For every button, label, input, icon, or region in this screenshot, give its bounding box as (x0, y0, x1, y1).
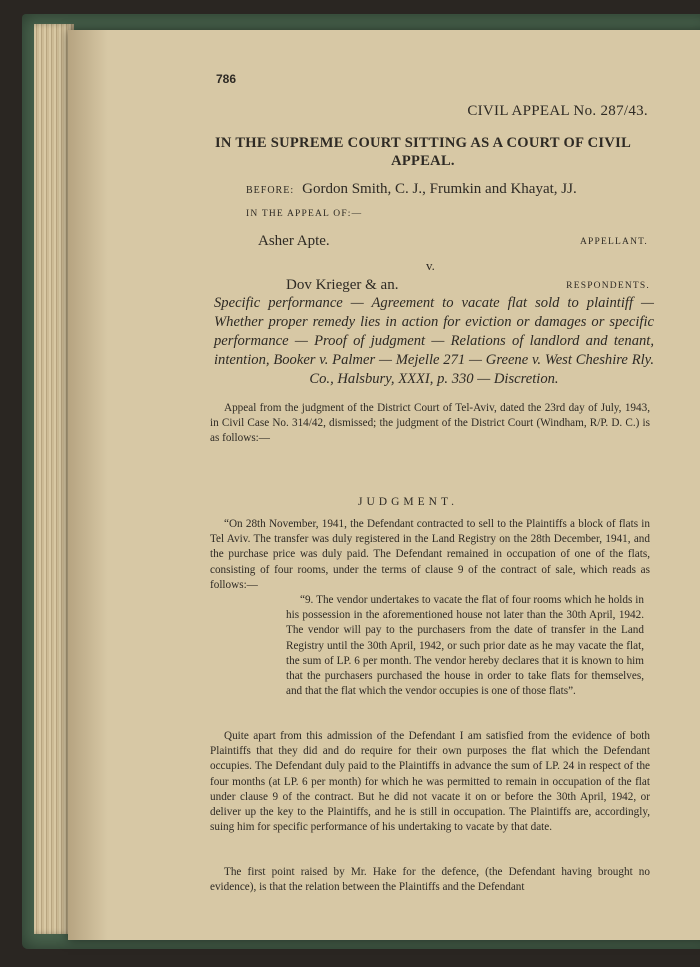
case-number: CIVIL APPEAL No. 287/43. (467, 103, 648, 119)
judgment-heading: JUDGMENT. (358, 496, 458, 508)
appeal-of-label: IN THE APPEAL OF:— (246, 209, 363, 219)
judgment-paragraph-1: “On 28th November, 1941, the Defendant contracted to sell to the Plaintiffs a block of flats in Tel Aviv. The transfer was duly registered in the Land Registry on the 28th December, 1941, and the purchase price was duly paid. The Defendant remained in occupation of one of the flats, consisting of four rooms, under the terms of clause 9 of the contract of sale, which reads as follows:— (210, 518, 650, 591)
page-number: 786 (216, 72, 237, 86)
appellant-name: Asher Apte. (258, 233, 330, 249)
judgment-paragraph-2: Quite apart from this admission of the Defendant I am satisfied from the evidence of both Plaintiffs that they did and do require for their own purposes the flat which the Defendant occupies. The Defendant duly paid to the Plaintiffs in advance the sum of LP. 24 in respect of the four months (at LP. 6 per month) for which he was permitted to remain in occupation of the flat under clause 9 of the contract. But he did not vacate it on or before the 30th April, 1942, or deliver up the key to the Plaintiffs, and he is still in occupation. The Plaintiffs are, accordingly, suing him for specific performance of his undertaking to vacate by that date. (210, 730, 650, 834)
before-label: BEFORE: (246, 185, 295, 196)
court-title: IN THE SUPREME COURT SITTING AS A COURT OF CIVIL APPEAL. (214, 135, 632, 169)
appellant-role: APPELLANT. (579, 237, 648, 247)
respondent-role: RESPONDENTS. (566, 281, 650, 291)
contract-clause-quote: “9. The vendor undertakes to vacate the flat of four rooms which he holds in his possession in the aforementioned house not later than the 30th April, 1942. The vendor will pay to the purchasers from the date of transfer in the Land Registry until the 30th April, 1942, or such prior date as he may vacate the flat, the sum of LP. 6 per month. The vendor hereby declares that it is known to him that the purchasers purchased the house in order to take flats for themselves, and that the flat which the vendor occupies is one of those flats”. (286, 594, 644, 698)
judgment-paragraph-3: The first point raised by Mr. Hake for the defence, (the Defendant having brought no evidence), is that the relation between the Plaintiffs and the Defendant (210, 866, 650, 894)
judges: Gordon Smith, C. J., Frumkin and Khayat, JJ. (302, 181, 577, 197)
versus: v. (426, 258, 435, 273)
bench-line (246, 181, 577, 198)
book-page (68, 30, 700, 940)
headnote: Specific performance — Agreement to vacate flat sold to plaintiff — Whether proper remedy lies in action for eviction or damages or specific performance — Proof of judgment — Relations of landlord and tenant, intention, Booker v. Palmer — Mejelle 271 — Greene v. West Cheshire Rly. Co., Halsbury, XXXI, p. 330 — Discretion. (214, 295, 654, 387)
intro-paragraph: Appeal from the judgment of the District Court of Tel-Aviv, dated the 23rd day of July, 1943, in Civil Case No. 314/42, dismissed; the judgment of the District Court (Windham, R/P. D. C.) is as follows:— (210, 402, 650, 445)
respondent-name: Dov Krieger & an. (286, 277, 399, 293)
